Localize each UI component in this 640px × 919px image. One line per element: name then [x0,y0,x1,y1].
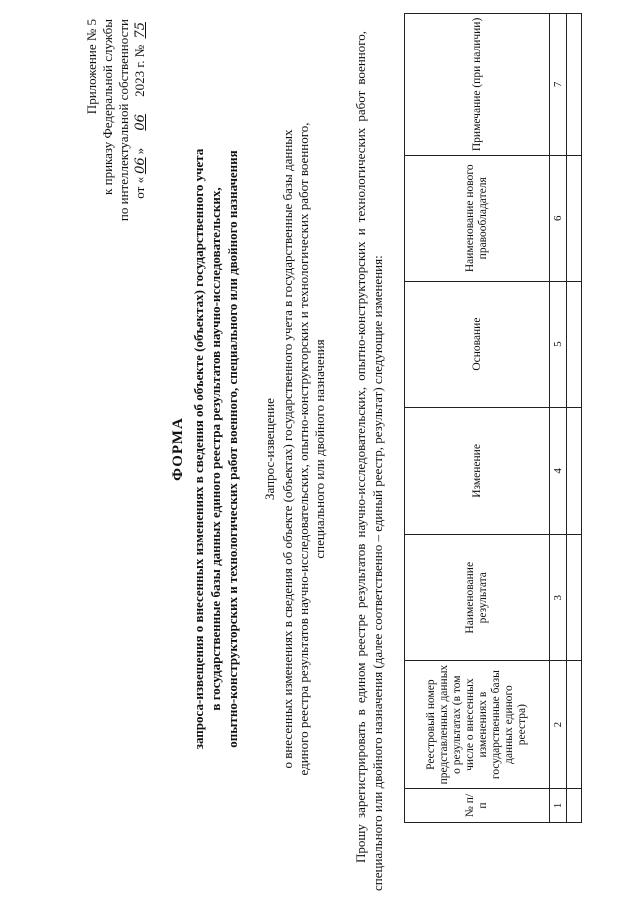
date-prefix: от « [132,176,147,199]
table-number-row [550,14,567,823]
form-label: ФОРМА [170,417,186,481]
empty-cell [567,14,582,156]
date-year: 2023 г. № [132,44,147,97]
request-title: Запрос-извещение [262,398,277,500]
empty-cell [567,535,582,661]
date-day: 06 [133,157,148,174]
empty-cell [567,789,582,823]
request-line-2: единого реестра результатов научно-исследовательских, опытно-конструкторских и технологических работ военного, [296,122,311,776]
appendix-block [84,19,149,259]
empty-cell [567,281,582,407]
header-cell: Реестровый номер представленных данных о результатах (в том числе о внесенных изменениях в государственные базы данных единого реестра) [405,661,550,789]
table-empty-row [567,14,582,823]
header-cell: Наименование нового правообладателя [405,155,550,281]
empty-cell [567,155,582,281]
title-line-1: запроса-извещения о внесенных изменениях в сведения об объекте (объектах) государственного учета [191,148,206,750]
header-cell: № п/п [405,789,550,823]
column-number: 4 [550,407,567,535]
appendix-number: Приложение № 5 [84,19,99,115]
column-number: 3 [550,535,567,661]
header-cell: Изменение [405,407,550,535]
appendix-agency: по интеллектуальной собственности [116,19,131,222]
column-number: 2 [550,661,567,789]
appendix-order: к приказу Федеральной службы [100,19,115,195]
column-number: 6 [550,155,567,281]
changes-table [404,13,582,823]
title-line-3: опытно-конструкторских и технологических работ военного, специального или двойного назначения [225,150,240,748]
title-line-2: в государственные базы данных единого реестра результатов научно-исследовательских, [208,187,223,711]
date-mid: » [132,147,147,155]
date-month: 06 [133,114,148,131]
header-cell: Примечание (при наличии) [405,14,550,156]
empty-cell [567,661,582,789]
column-number: 1 [550,789,567,823]
order-number: 75 [133,22,148,39]
column-number: 5 [550,281,567,407]
column-number: 7 [550,14,567,156]
table-header-row [405,14,550,823]
request-line-3: специального или двойного назначения [312,339,327,559]
request-line-1: о внесенных изменениях в сведения об объекте (объектах) государственного учета в государственные базы данных [280,129,295,769]
header-cell: Наименование результата [405,535,550,661]
header-cell: Основание [405,281,550,407]
request-body: Прошу зарегистрировать в едином реестре результатов научно-исследовательских, опытно-конструкторских и технологических работ военного, специального или двойного назначения (далее соответственно – единый реестр, результат) следующие изменения: [353,31,385,891]
form-title [190,9,241,889]
empty-cell [567,407,582,535]
appendix-date [132,19,149,259]
request-description [280,9,328,889]
